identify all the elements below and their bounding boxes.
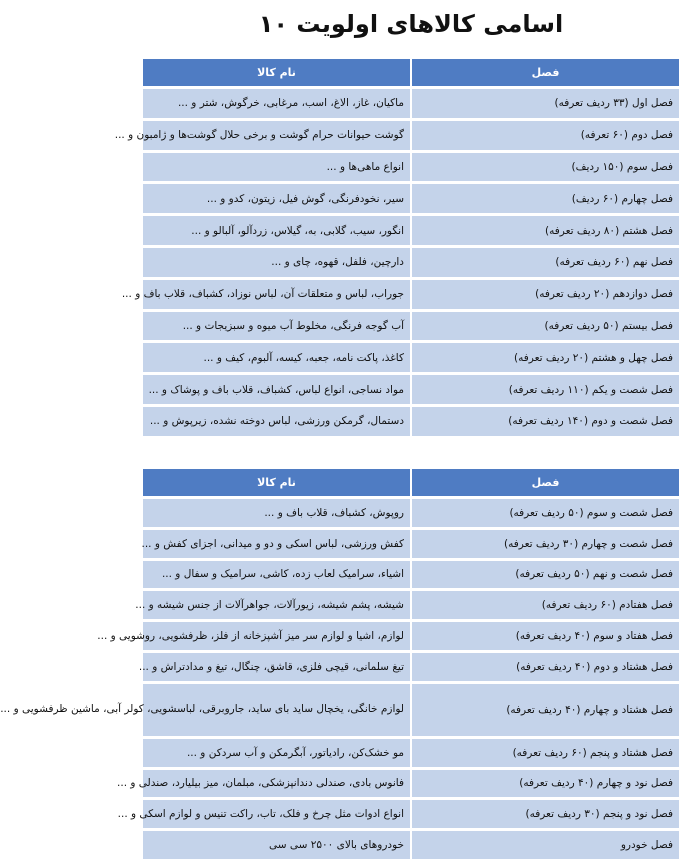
table-row [143,89,679,118]
goods-cell: انگور، سیب، گلابی، به، گیلاس، زردآلو، آلبالو و ... [143,216,410,245]
header-goods: نام کالا [143,469,410,496]
goods-cell: لوازم، اشیا و لوازم سر میز آشپزخانه از فلز، ظرفشویی، روشویی و ... [143,622,410,650]
table-row [143,739,679,767]
table-row [143,561,679,589]
goods-cell: کاغذ، پاکت نامه، جعبه، کیسه، آلبوم، کیف و ... [143,343,410,372]
header-goods: نام کالا [143,59,410,86]
category-cell: فصل اول (۳۳ ردیف تعرفه) [412,89,679,118]
table-row [143,184,679,213]
category-cell: فصل سوم (۱۵۰ ردیف) [412,153,679,182]
category-cell: فصل هشتاد و چهارم (۴۰ ردیف تعرفه) [412,684,679,736]
table-row [143,800,679,828]
page-title: اسامی کالاهای اولویت ۱۰ [258,10,564,38]
table-row [143,653,679,681]
header-category: فصل [412,59,679,86]
category-cell: فصل هشتاد و دوم (۴۰ ردیف تعرفه) [412,653,679,681]
category-cell: فصل شصت و دوم (۱۴۰ ردیف تعرفه) [412,407,679,436]
table-row [143,375,679,404]
category-cell: فصل نود و پنجم (۳۰ ردیف تعرفه) [412,800,679,828]
priority-goods-table-2 [0,466,681,862]
category-cell: فصل هفتادم (۶۰ ردیف تعرفه) [412,591,679,619]
table-row [143,530,679,558]
table-row [143,121,679,150]
goods-cell: دستمال، گرمکن ورزشی، لباس دوخته نشده، زیرپوش و ... [143,407,410,436]
table-row [143,312,679,341]
table-row [143,280,679,309]
category-cell: فصل هشتاد و پنجم (۶۰ ردیف تعرفه) [412,739,679,767]
table-row [143,343,679,372]
goods-cell: کفش ورزشی، لباس اسکی و دو و میدانی، اجزای کفش و ... [143,530,410,558]
category-cell: فصل شصت و نهم (۵۰ ردیف تعرفه) [412,561,679,589]
table-row [143,407,679,436]
category-cell: فصل دوم (۶۰ تعرفه) [412,121,679,150]
category-cell: فصل چهارم (۶۰ ردیف) [412,184,679,213]
priority-goods-table-1 [114,56,681,439]
goods-cell: مواد نساجی، انواع لباس، کشباف، قلاب باف و پوشاک و ... [143,375,410,404]
goods-cell: تیغ سلمانی، قیچی فلزی، قاشق، چنگال، تیغ و مدادتراش و ... [143,653,410,681]
goods-cell: دارچین، فلفل، قهوه، چای و ... [143,248,410,277]
goods-cell: آب گوجه فرنگی، مخلوط آب میوه و سبزیجات و ... [143,312,410,341]
header-category: فصل [412,469,679,496]
table-body [0,499,679,859]
category-cell: فصل شصت و چهارم (۳۰ ردیف تعرفه) [412,530,679,558]
goods-cell: فانوس بادی، صندلی دندانپزشکی، مبلمان، میز بیلیارد، صندلی و ... [143,770,410,798]
goods-cell: خودروهای بالای ۲۵۰۰ سی سی [143,831,410,859]
table-row [143,153,679,182]
goods-cell: مو خشک‌کن، رادیاتور، آبگرمکن و آب سردکن و ... [143,739,410,767]
table-header-row [143,469,679,496]
category-cell: فصل نود و چهارم (۴۰ ردیف تعرفه) [412,770,679,798]
category-cell: فصل دوازدهم (۲۰ ردیف تعرفه) [412,280,679,309]
goods-cell: روپوش، کشباف، قلاب باف و ... [143,499,410,527]
category-cell: فصل خودرو [412,831,679,859]
table-row [143,591,679,619]
category-cell: فصل شصت و یکم (۱۱۰ ردیف تعرفه) [412,375,679,404]
table-row [143,770,679,798]
goods-cell: جوراب، لباس و متعلقات آن، لباس نوزاد، کشباف، قلاب باف و ... [143,280,410,309]
category-cell: فصل چهل و هشتم (۲۰ ردیف تعرفه) [412,343,679,372]
table-row [143,622,679,650]
category-cell: فصل هفتاد و سوم (۴۰ ردیف تعرفه) [412,622,679,650]
table-row [143,499,679,527]
goods-cell: شیشه، پشم شیشه، زیورآلات، جواهرآلات از جنس شیشه و ... [143,591,410,619]
table-header-row [143,59,679,86]
table-row [143,684,679,736]
goods-cell: انواع ماهی‌ها و ... [143,153,410,182]
goods-cell: گوشت حیوانات حرام گوشت و برخی حلال گوشت‌ها و ژامبون و ... [143,121,410,150]
category-cell: فصل هشتم (۸۰ ردیف تعرفه) [412,216,679,245]
goods-cell: ماکیان، غاز، الاغ، اسب، مرغابی، خرگوش، شتر و ... [143,89,410,118]
goods-cell: لوازم خانگی، یخچال ساید بای ساید، جاروبرقی، لباسشویی، کولر آبی، ماشین ظرفشویی و ... [143,684,410,736]
goods-cell: سیر، نخودفرنگی، گوش فیل، زیتون، کدو و ... [143,184,410,213]
goods-cell: اشیاء، سرامیک لعاب زده، کاشی، سرامیک و سفال و ... [143,561,410,589]
table-row [143,831,679,859]
goods-cell: انواع ادوات مثل چرخ و فلک، تاب، راکت تنیس و لوازم اسکی و ... [143,800,410,828]
category-cell: فصل شصت و سوم (۵۰ ردیف تعرفه) [412,499,679,527]
table-row [143,248,679,277]
category-cell: فصل نهم (۶۰ ردیف تعرفه) [412,248,679,277]
table-body [114,89,679,436]
category-cell: فصل بیستم (۵۰ ردیف تعرفه) [412,312,679,341]
table-row [143,216,679,245]
